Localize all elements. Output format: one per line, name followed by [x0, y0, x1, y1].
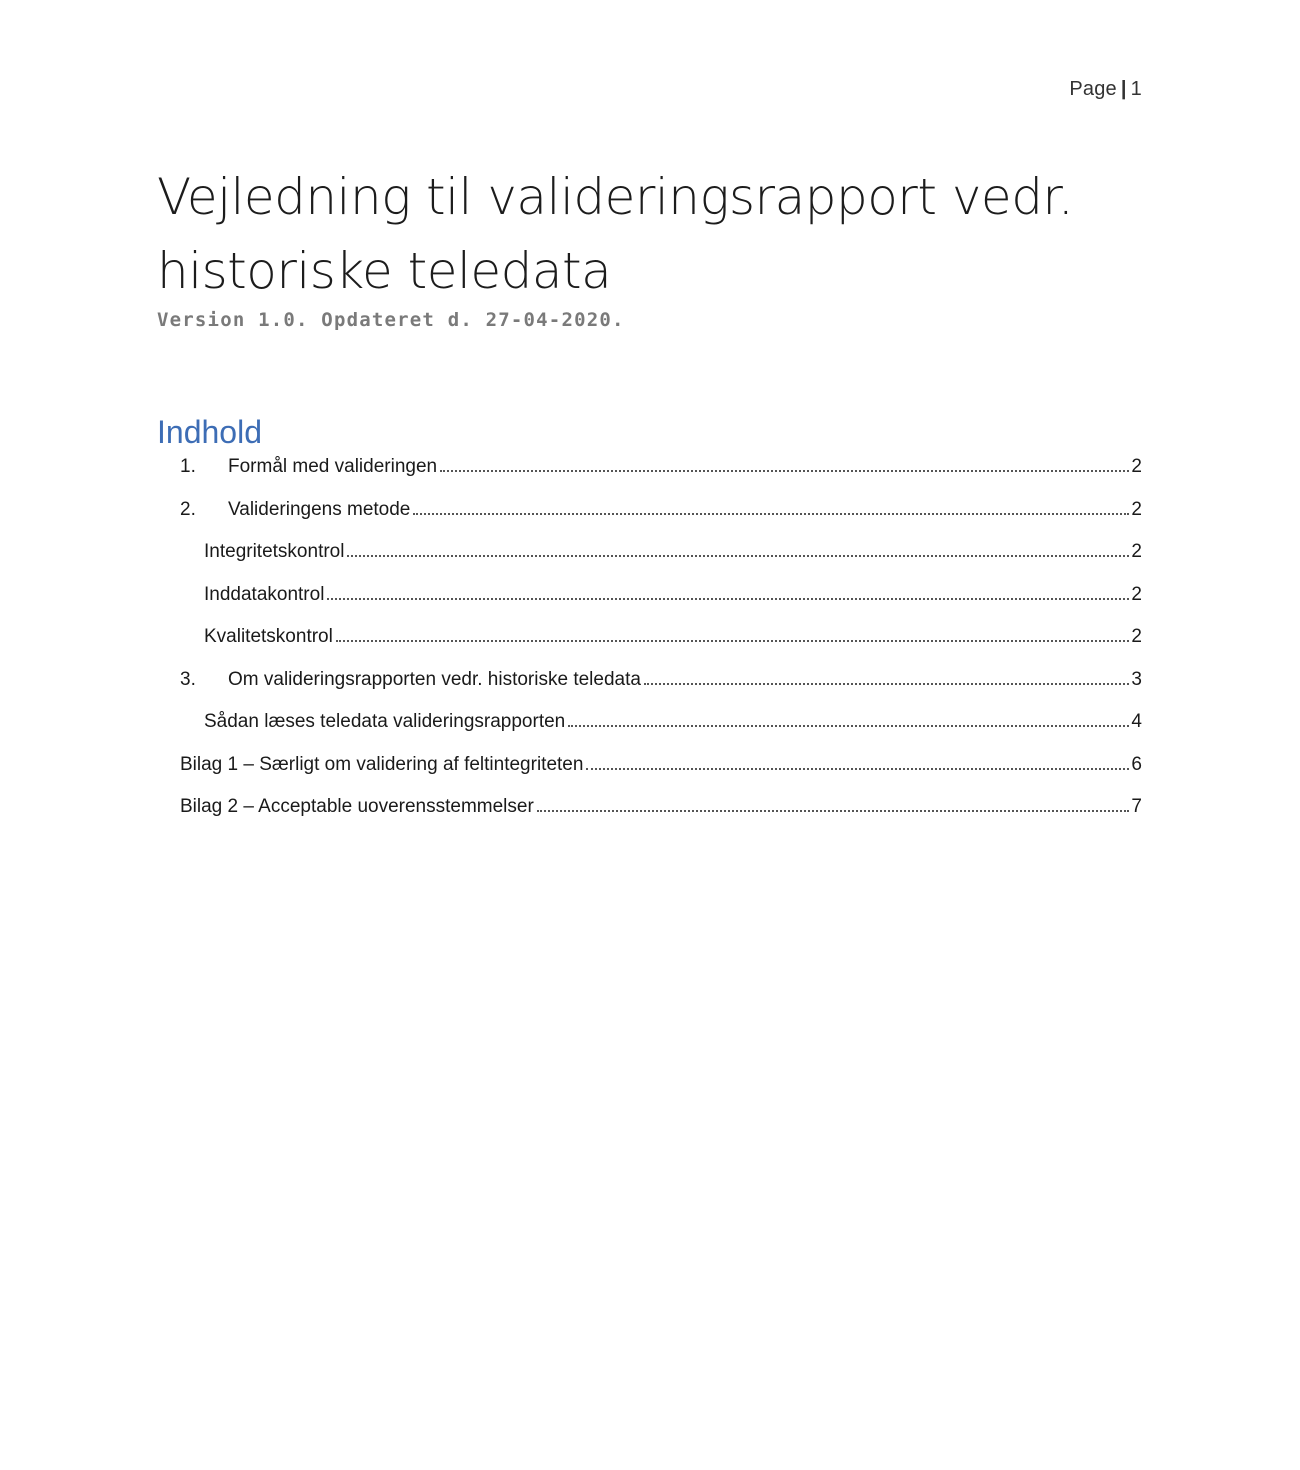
dot-leader — [440, 469, 1129, 472]
toc-entry-formaal[interactable] — [180, 456, 1142, 499]
toc-entry-page[interactable]: 7 — [1131, 796, 1142, 817]
toc-entry-label[interactable]: Valideringens metode — [228, 498, 411, 520]
dot-leader — [568, 724, 1129, 727]
toc-entry-page[interactable]: 3 — [1131, 668, 1142, 690]
toc-entry-metode[interactable] — [180, 499, 1142, 542]
page-separator: | — [1120, 78, 1127, 100]
toc-entry-number: 3. — [180, 668, 196, 690]
toc-entry-number: 1. — [180, 456, 196, 477]
toc-entry-inddatakontrol[interactable] — [180, 584, 1142, 627]
toc-entry-label[interactable]: Bilag 2 – Acceptable uoverensstemmelser — [180, 796, 534, 817]
toc-entry-label[interactable]: Bilag 1 – Særligt om validering af feltintegriteten — [180, 753, 584, 775]
dot-leader — [537, 809, 1130, 812]
toc-entry-page[interactable]: 2 — [1131, 583, 1142, 605]
toc-entry-page[interactable]: 2 — [1131, 626, 1142, 647]
toc-entry-label[interactable]: Inddatakontrol — [204, 583, 325, 605]
dot-leader — [347, 554, 1129, 557]
toc-entry-integritetskontrol[interactable] — [180, 541, 1142, 584]
toc-entry-page[interactable]: 4 — [1131, 711, 1142, 732]
toc-entry-bilag-1[interactable] — [180, 754, 1142, 797]
toc-entry-label[interactable]: Integritetskontrol — [204, 541, 345, 562]
toc-entry-om-rapporten[interactable] — [180, 669, 1142, 712]
toc-entry-page[interactable]: 2 — [1131, 541, 1142, 562]
page-number: 1 — [1130, 78, 1142, 100]
dot-leader — [413, 512, 1129, 515]
toc-entry-page[interactable]: 6 — [1131, 753, 1142, 775]
toc-entry-label[interactable]: Formål med valideringen — [228, 456, 438, 477]
dot-leader — [336, 639, 1130, 642]
toc-entry-label[interactable]: Kvalitetskontrol — [204, 626, 333, 647]
toc-entry-saadan-laeses[interactable] — [180, 711, 1142, 754]
toc-entry-page[interactable]: 2 — [1131, 498, 1142, 520]
toc-heading: Indhold — [157, 414, 262, 450]
dot-leader — [327, 597, 1129, 600]
toc-entry-label[interactable]: Sådan læses teledata valideringsrapporten — [204, 711, 566, 732]
toc-entry-bilag-2[interactable] — [180, 796, 1142, 839]
page-label: Page — [1069, 78, 1117, 100]
toc-entry-number: 2. — [180, 498, 196, 520]
document-title: Vejledning til valideringsrapport vedr. historiske teledata — [157, 168, 1074, 300]
document-subtitle: Version 1.0. Opdateret d. 27-04-2020. — [157, 309, 625, 331]
page-number-header — [1069, 78, 1142, 101]
dot-leader — [586, 767, 1129, 770]
table-of-contents — [180, 456, 1142, 839]
toc-entry-label[interactable]: Om valideringsrapporten vedr. historiske teledata — [228, 668, 641, 690]
toc-entry-kvalitetskontrol[interactable] — [180, 626, 1142, 669]
toc-entry-page[interactable]: 2 — [1131, 456, 1142, 477]
dot-leader — [644, 682, 1129, 685]
